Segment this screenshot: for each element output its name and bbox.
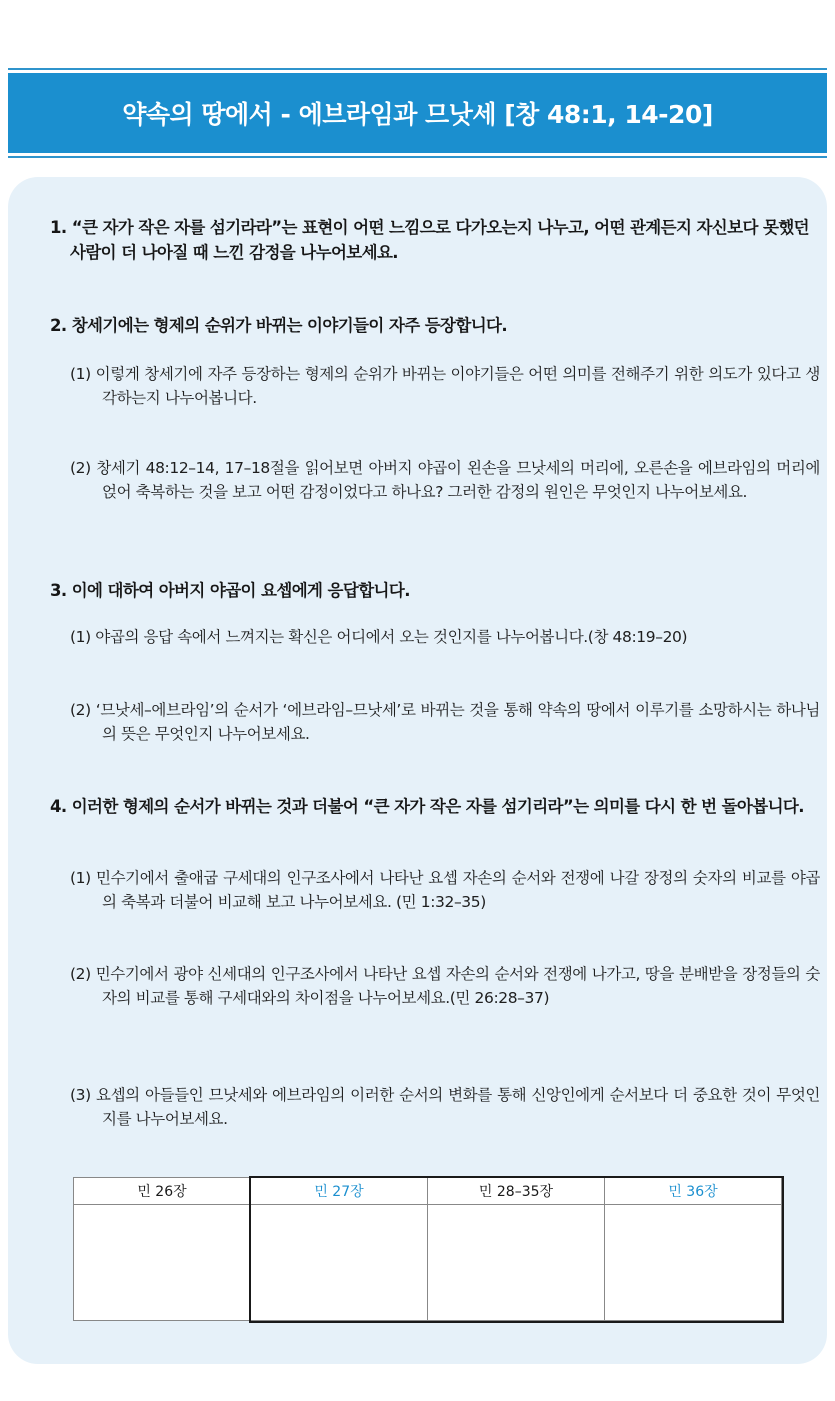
schedule-table-wrap bbox=[73, 1177, 782, 1321]
question-4-sub-1-text: 민수기에서 출애굽 구세대의 인구조사에서 나타난 요셉 자손의 순서와 전쟁에 나갈 장정의 숫자의 비교를 야곱의 축복과 더불어 비교해 보고 나누어보세요. (민 1:32–35) bbox=[96, 869, 820, 911]
question-3-sub-1 bbox=[70, 625, 820, 649]
header-banner bbox=[8, 73, 827, 153]
question-4-sub-2-text: 민수기에서 광야 신세대의 인구조사에서 나타난 요셉 자손의 순서와 전쟁에 나가고, 땅을 분배받을 장정들의 숫자의 비교를 통해 구세대와의 차이점을 나누어보세요.(민 26:28–37) bbox=[95, 965, 821, 1007]
question-3-sub-2-number: (2) bbox=[70, 701, 91, 719]
question-1 bbox=[50, 215, 810, 265]
answer-cell-num-36[interactable] bbox=[605, 1205, 782, 1321]
question-2-sub-1 bbox=[70, 362, 820, 410]
column-header-num-26: 민 26장 bbox=[74, 1178, 251, 1205]
column-header-num-27: 민 27장 bbox=[251, 1178, 428, 1205]
question-2-sub-2 bbox=[70, 456, 820, 504]
column-header-num-28-35: 민 28–35장 bbox=[428, 1178, 605, 1205]
question-2-text: 창세기에는 형제의 순위가 바뀌는 이야기들이 자주 등장합니다. bbox=[71, 316, 508, 335]
question-2-sub-2-text: 창세기 48:12–14, 17–18절을 읽어보면 아버지 야곱이 왼손을 므낫세의 머리에, 오른손을 에브라임의 머리에 얹어 축복하는 것을 보고 어떤 감정이었다고 하나요? 그러한 감정의 원인은 무엇인지 나누어보세요. bbox=[96, 459, 820, 501]
question-4-sub-1 bbox=[70, 866, 820, 914]
question-2 bbox=[50, 313, 810, 338]
question-4-text: 이러한 형제의 순서가 바뀌는 것과 더불어 “큰 자가 작은 자를 섬기리라”는 의미를 다시 한 번 돌아봅니다. bbox=[71, 797, 804, 816]
schedule-table bbox=[73, 1177, 782, 1321]
question-2-sub-2-number: (2) bbox=[70, 459, 91, 477]
header-rule-bottom bbox=[8, 156, 827, 158]
question-4-sub-3 bbox=[70, 1083, 820, 1131]
answer-cell-num-26[interactable] bbox=[74, 1205, 251, 1321]
header-rule-top bbox=[8, 68, 827, 70]
question-2-sub-1-number: (1) bbox=[70, 365, 91, 383]
question-4 bbox=[50, 794, 810, 819]
question-4-number: 4. bbox=[50, 797, 67, 816]
question-3-text: 이에 대하여 아버지 야곱이 요셉에게 응답합니다. bbox=[71, 581, 410, 600]
question-4-sub-1-number: (1) bbox=[70, 869, 91, 887]
answer-cell-num-28-35[interactable] bbox=[428, 1205, 605, 1321]
page-title: 약속의 땅에서 - 에브라임과 므낫세 [창 48:1, 14-20] bbox=[122, 100, 713, 129]
question-3-number: 3. bbox=[50, 581, 67, 600]
question-3-sub-1-number: (1) bbox=[70, 628, 91, 646]
question-1-number: 1. bbox=[50, 218, 67, 237]
question-4-sub-2 bbox=[70, 962, 820, 1010]
question-3 bbox=[50, 578, 810, 603]
schedule-header-row bbox=[74, 1178, 782, 1205]
question-4-sub-3-text: 요셉의 아들들인 므낫세와 에브라임의 이러한 순서의 변화를 통해 신앙인에게 순서보다 더 중요한 것이 무엇인지를 나누어보세요. bbox=[96, 1086, 820, 1128]
question-4-sub-2-number: (2) bbox=[70, 965, 91, 983]
answer-cell-num-27[interactable] bbox=[251, 1205, 428, 1321]
question-4-sub-3-number: (3) bbox=[70, 1086, 91, 1104]
schedule-answer-row bbox=[74, 1205, 782, 1321]
question-1-text: “큰 자가 작은 자를 섬기라라”는 표현이 어떤 느낌으로 다가오는지 나누고, 어떤 관계든지 자신보다 못했던 사람이 더 나아질 때 느낀 감정을 나누어보세요. bbox=[70, 218, 809, 262]
question-3-sub-2-text: ‘므낫세–에브라임’의 순서가 ‘에브라임–므낫세’로 바뀌는 것을 통해 약속의 땅에서 이루기를 소망하시는 하나님의 뜻은 무엇인지 나누어보세요. bbox=[95, 701, 821, 743]
column-header-num-36: 민 36장 bbox=[605, 1178, 782, 1205]
question-3-sub-1-text: 야곱의 응답 속에서 느껴지는 확신은 어디에서 오는 것인지를 나누어봅니다.(창 48:19–20) bbox=[95, 628, 688, 646]
question-2-sub-1-text: 이렇게 창세기에 자주 등장하는 형제의 순위가 바뀌는 이야기들은 어떤 의미를 전해주기 위한 의도가 있다고 생각하는지 나누어봅니다. bbox=[95, 365, 821, 407]
question-2-number: 2. bbox=[50, 316, 67, 335]
question-3-sub-2 bbox=[70, 698, 820, 746]
